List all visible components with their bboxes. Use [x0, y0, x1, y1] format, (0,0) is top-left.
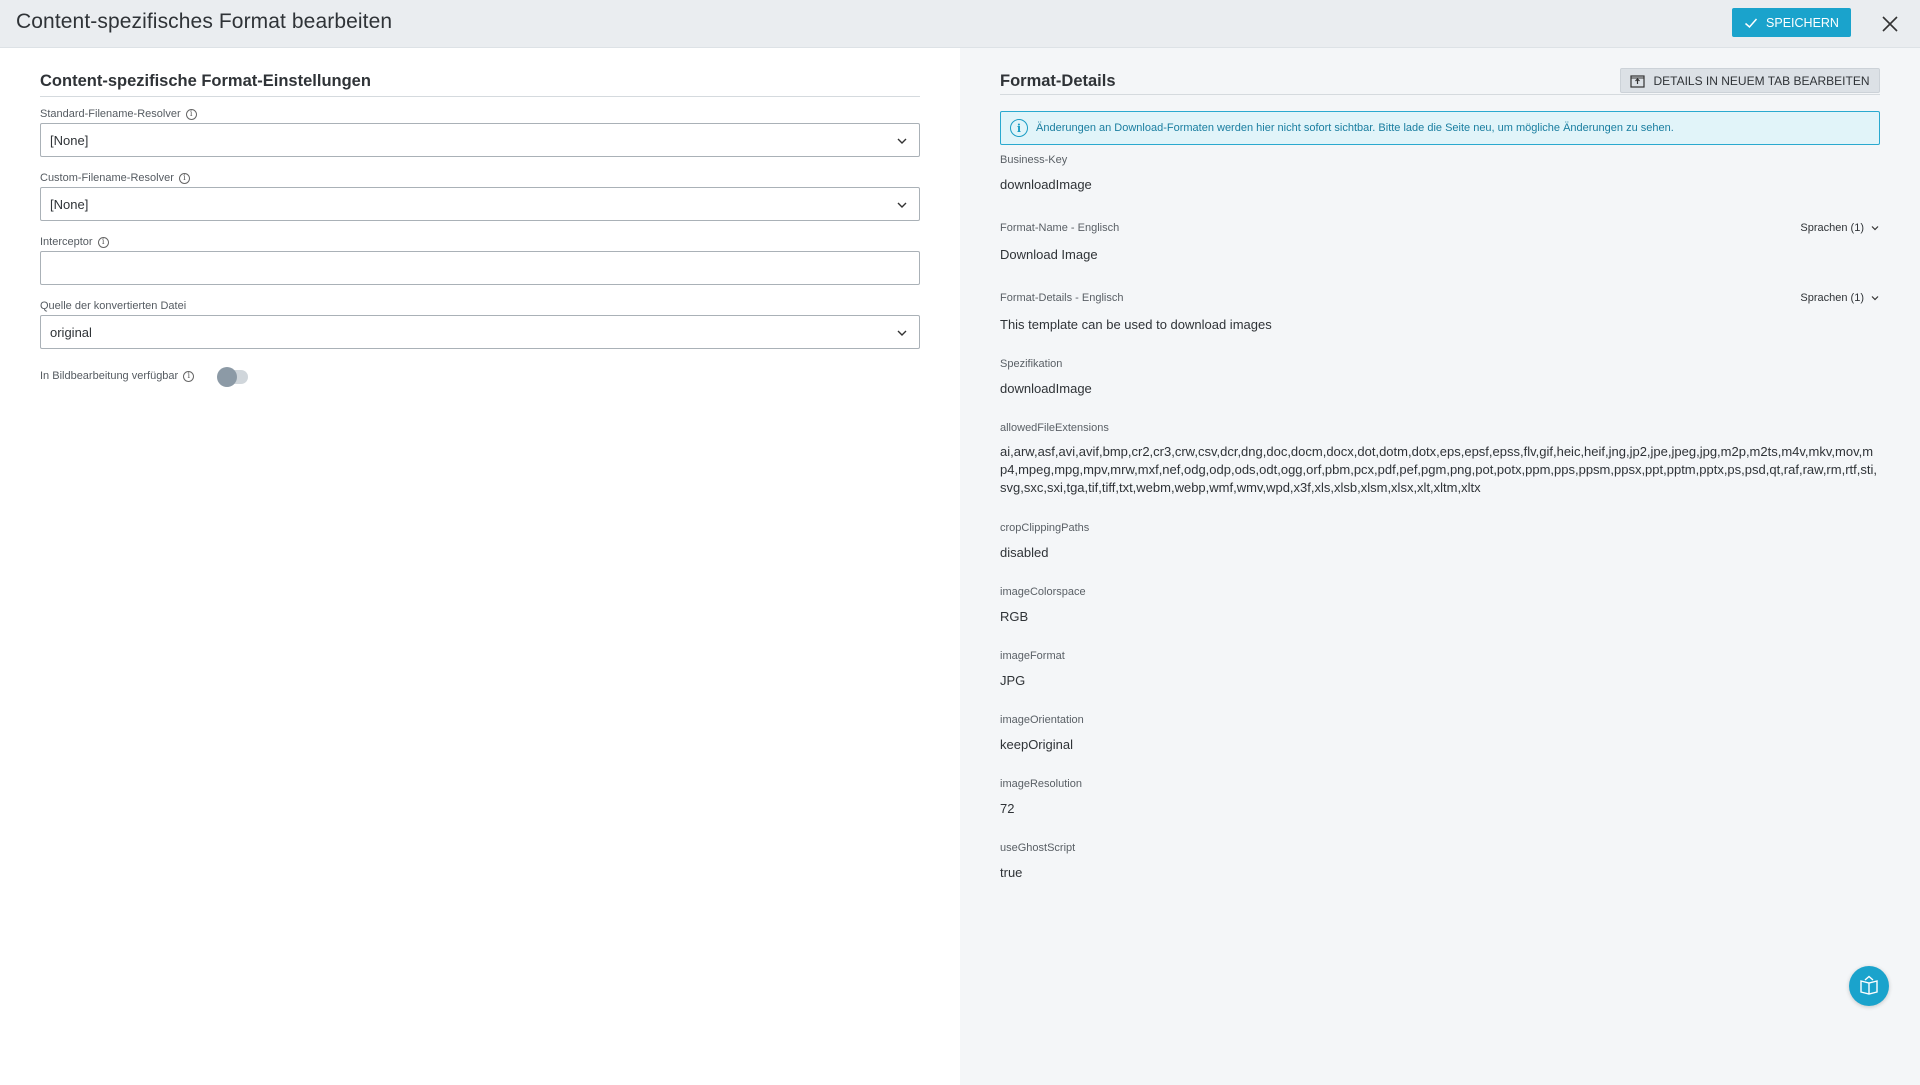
format-details-languages-toggle[interactable] — [1800, 292, 1880, 304]
standard-resolver-select[interactable] — [40, 123, 920, 157]
business-key-label: Business-Key — [1000, 154, 1068, 166]
orientation-value: keepOriginal — [1000, 737, 1073, 752]
business-key-value: downloadImage — [1000, 177, 1092, 192]
ghostscript-value: true — [1000, 865, 1023, 880]
save-button-label: SPEICHERN — [1766, 15, 1839, 30]
open-in-new-tab-icon — [1630, 74, 1645, 88]
chevron-down-icon — [895, 134, 909, 148]
interceptor-input[interactable] — [40, 251, 920, 285]
standard-resolver-label — [40, 108, 197, 120]
chevron-down-icon — [1870, 223, 1880, 233]
format-details-languages-label: Sprachen (1) — [1800, 292, 1864, 304]
source-value: original — [50, 324, 92, 340]
custom-resolver-select[interactable] — [40, 187, 920, 221]
info-icon[interactable]: i — [179, 173, 190, 184]
info-icon: i — [1010, 119, 1028, 137]
info-icon[interactable]: i — [183, 371, 194, 382]
image-format-value: JPG — [1000, 673, 1026, 688]
chevron-down-icon — [895, 326, 909, 340]
close-button[interactable] — [1878, 12, 1902, 36]
source-select[interactable] — [40, 315, 920, 349]
spezifikation-label: Spezifikation — [1000, 358, 1063, 370]
reload-notice — [1000, 111, 1880, 145]
chevron-down-icon — [895, 198, 909, 212]
image-edit-toggle[interactable] — [218, 370, 248, 384]
format-details-value: This template can be used to download images — [1000, 317, 1272, 332]
check-icon — [1744, 16, 1758, 30]
toggle-knob — [217, 367, 237, 387]
details-section-title: Format-Details — [1000, 72, 1116, 90]
resolution-label: imageResolution — [1000, 778, 1082, 790]
spezifikation-value: downloadImage — [1000, 381, 1092, 396]
section-divider — [40, 96, 920, 97]
format-name-value: Download Image — [1000, 247, 1098, 262]
save-button[interactable] — [1732, 8, 1851, 37]
image-edit-label-text: In Bildbearbeitung verfügbar — [40, 370, 179, 382]
format-settings-panel — [0, 48, 960, 1085]
edit-details-new-tab-label: DETAILS IN NEUEM TAB BEARBEITEN — [1653, 73, 1870, 88]
format-details-label: Format-Details - Englisch — [1000, 292, 1124, 304]
custom-resolver-label-text: Custom-Filename-Resolver — [40, 172, 174, 184]
dialog-title: Content-spezifisches Format bearbeiten — [16, 10, 393, 33]
format-details-panel — [960, 48, 1920, 1085]
reload-notice-text: Änderungen an Download-Formaten werden hier nicht sofort sichtbar. Bitte lade die Seite neu, um mögliche Änderungen zu sehen. — [1036, 122, 1674, 134]
interceptor-label-text: Interceptor — [40, 236, 93, 248]
help-book-icon — [1857, 974, 1881, 998]
source-label — [40, 300, 186, 312]
info-icon[interactable]: i — [186, 109, 197, 120]
format-name-languages-label: Sprachen (1) — [1800, 222, 1864, 234]
colorspace-label: imageColorspace — [1000, 586, 1086, 598]
standard-resolver-label-text: Standard-Filename-Resolver — [40, 108, 181, 120]
source-label-text: Quelle der konvertierten Datei — [40, 300, 187, 312]
settings-section-title: Content-spezifische Format-Einstellungen — [40, 72, 371, 90]
chevron-down-icon — [1870, 293, 1880, 303]
section-divider — [1000, 94, 1880, 95]
allowed-extensions-value: ai,arw,asf,avi,avif,bmp,cr2,cr3,crw,csv,dcr,dng,doc,docm,docx,dot,dotm,dotx,eps,epsf,epss,flv,gif,heic,heif,jng,jp2,jpe,jpeg,jpg,m2p,m2ts,m4v,mkv,mov,mp4,mpeg,mpg,mpv,mrw,mxf,nef,odg,odp,ods,odt,ogg,orf,pbm,pcx,pdf,pef,pgm,png,pot,potx,ppm,pps,ppsm,ppsx,ppt,pptm,pptx,ps,psd,qt,raf,raw,rm,rtf,sti,svg,sxc,sxi,tga,tif,tiff,txt,webm,webp,wmf,wmv,wpd,x3f,xls,xlsb,xlsm,xlsx,xlt,xltm,xltx — [1000, 444, 1877, 495]
crop-clipping-value: disabled — [1000, 545, 1049, 560]
resolution-value: 72 — [1000, 801, 1015, 816]
format-name-languages-toggle[interactable] — [1800, 222, 1880, 234]
info-icon[interactable]: i — [98, 237, 109, 248]
image-edit-label — [40, 370, 194, 382]
image-format-label: imageFormat — [1000, 650, 1065, 662]
ghostscript-label: useGhostScript — [1000, 842, 1076, 854]
close-icon — [1881, 15, 1899, 33]
custom-resolver-value: [None] — [50, 196, 89, 212]
help-button[interactable] — [1849, 966, 1889, 1006]
standard-resolver-value: [None] — [50, 132, 89, 148]
custom-resolver-label — [40, 172, 190, 184]
orientation-label: imageOrientation — [1000, 714, 1084, 726]
dialog-header — [0, 0, 1920, 48]
allowed-extensions-label: allowedFileExtensions — [1000, 422, 1109, 434]
crop-clipping-label: cropClippingPaths — [1000, 522, 1090, 534]
interceptor-label — [40, 236, 109, 248]
edit-details-new-tab-button[interactable] — [1620, 68, 1880, 93]
format-name-label: Format-Name - Englisch — [1000, 222, 1120, 234]
colorspace-value: RGB — [1000, 609, 1029, 624]
